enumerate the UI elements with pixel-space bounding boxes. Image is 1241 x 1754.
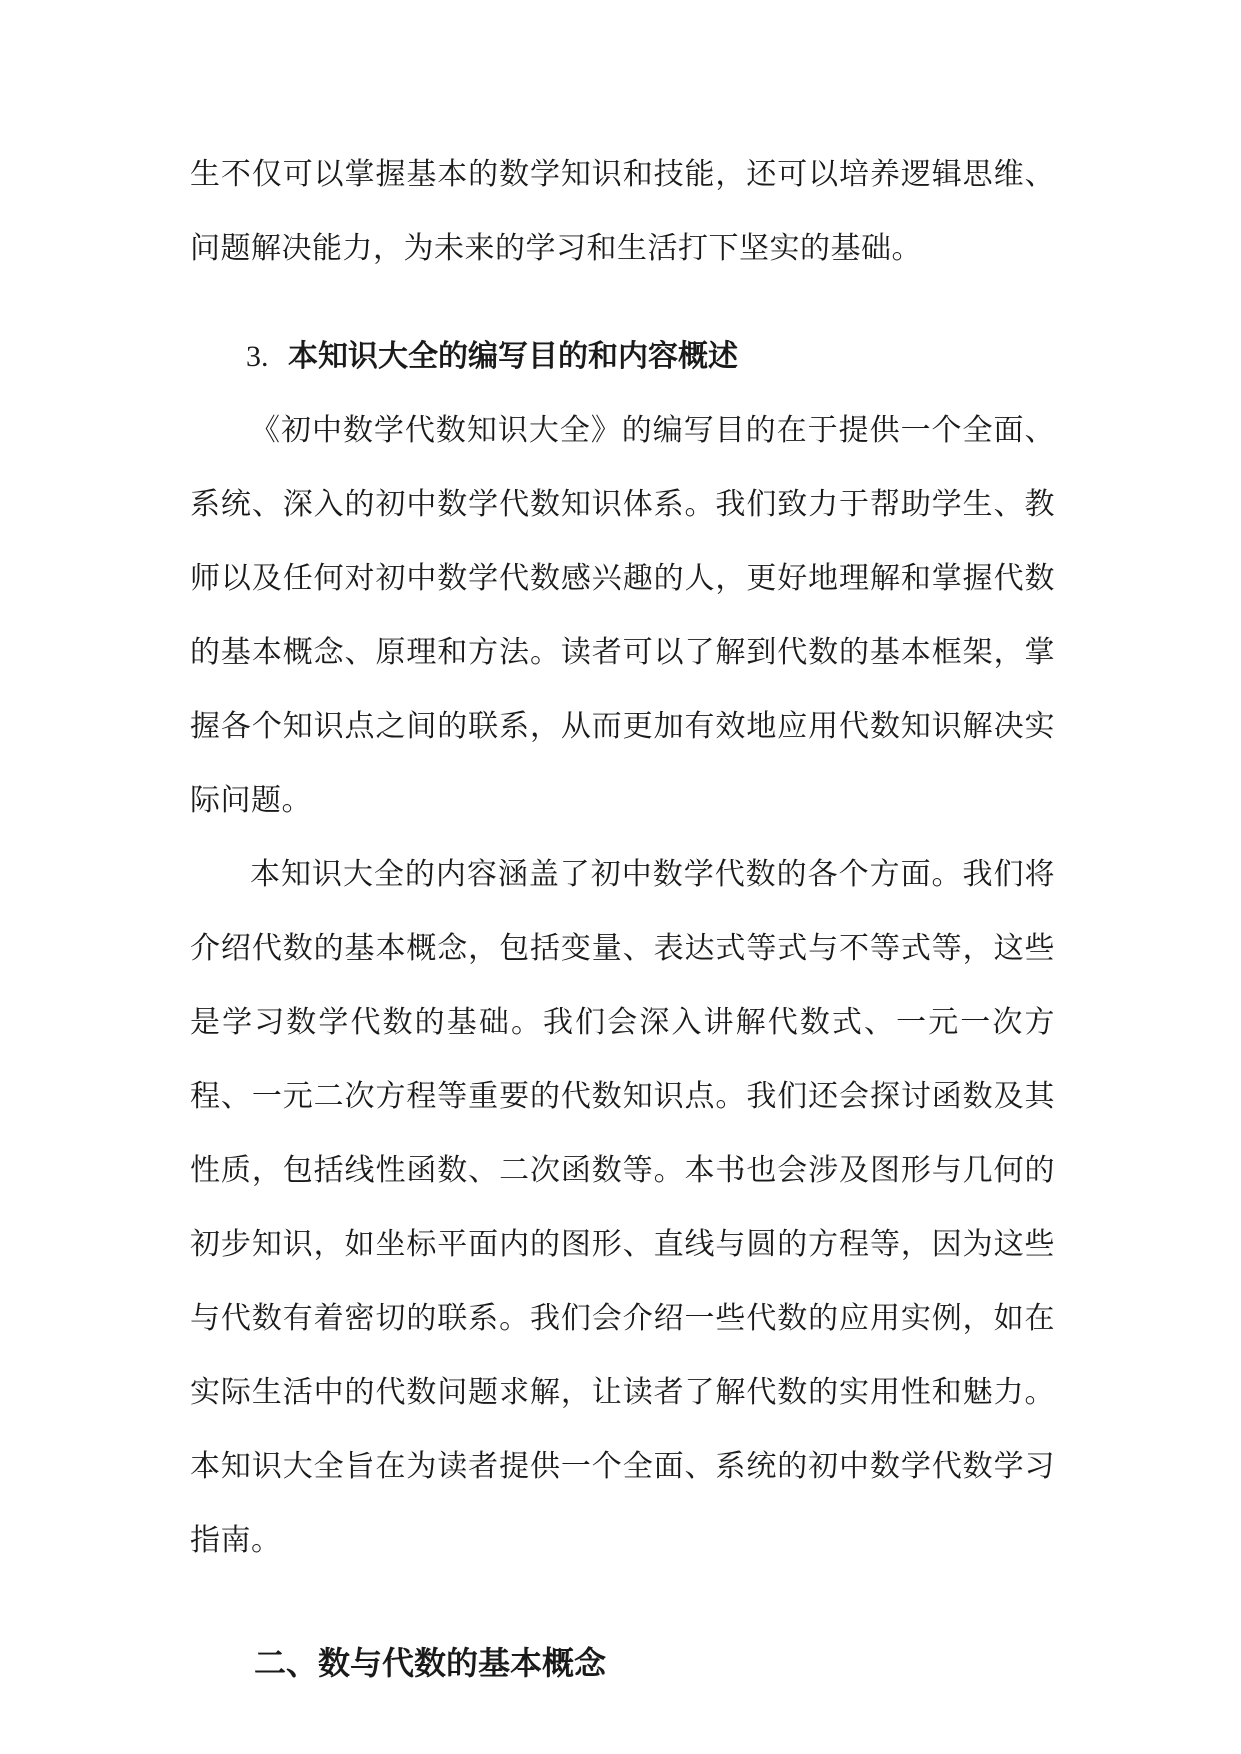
page-content — [190, 138, 1055, 1700]
content-overview-paragraph: 本知识大全的内容涵盖了初中数学代数的各个方面。我们将介绍代数的基本概念，包括变量、表达式等式与不等式等，这些是学习数学代数的基础。我们会深入讲解代数式、一元一次方程、一元二次方程等重要的代数知识点。我们还会探讨函数及其性质，包括线性函数、二次函数等。本书也会涉及图形与几何的初步知识，如坐标平面内的图形、直线与圆的方程等，因为这些与代数有着密切的联系。我们会介绍一些代数的应用实例，如在实际生活中的代数问题求解，让读者了解代数的实用性和魅力。本知识大全旨在为读者提供一个全面、系统的初中数学代数学习指南。 — [190, 857, 1055, 1558]
section-3-title: 本知识大全的编写目的和内容概述 — [288, 339, 738, 374]
section-3-number: 3. — [246, 340, 269, 373]
section-3-heading — [190, 320, 1055, 394]
purpose-paragraph: 《初中数学代数知识大全》的编写目的在于提供一个全面、系统、深入的初中数学代数知识体系。我们致力于帮助学生、教师以及任何对初中数学代数感兴趣的人，更好地理解和掌握代数的基本概念、原理和方法。读者可以了解到代数的基本框架，掌握各个知识点之间的联系，从而更加有效地应用代数知识解决实际问题。 — [190, 413, 1055, 818]
chapter-2-heading: 二、数与代数的基本概念 — [254, 1644, 607, 1682]
intro-continuation-paragraph: 生不仅可以掌握基本的数学知识和技能，还可以培养逻辑思维、问题解决能力，为未来的学习和生活打下坚实的基础。 — [190, 157, 1055, 266]
